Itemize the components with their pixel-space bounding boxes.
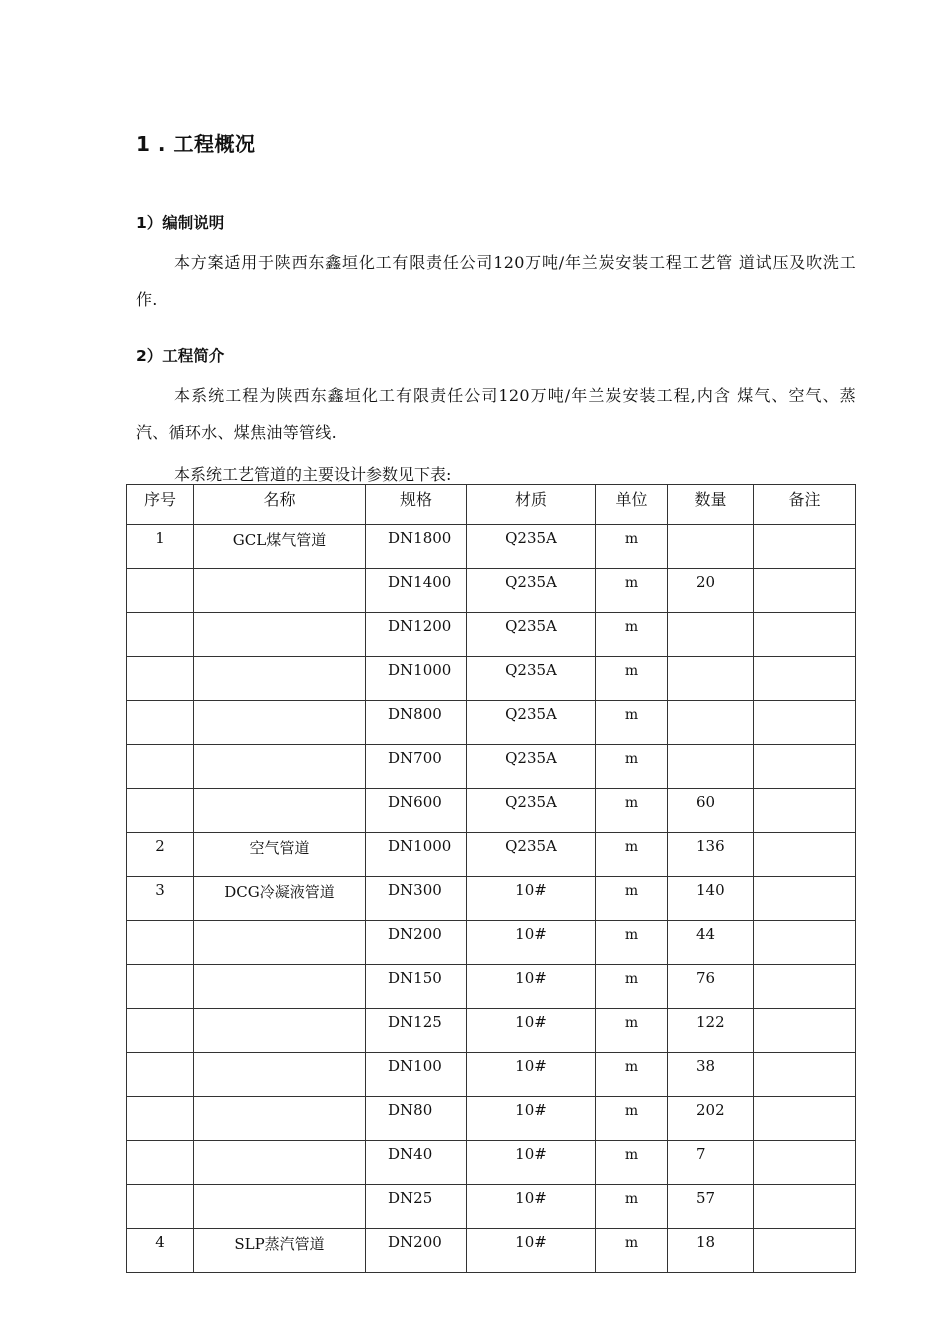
cell-spec: DN1000	[366, 657, 467, 701]
cell-remark	[754, 657, 856, 701]
cell-spec: DN100	[366, 1053, 467, 1097]
cell-index	[127, 701, 194, 745]
cell-spec: DN40	[366, 1141, 467, 1185]
cell-quantity: 136	[668, 833, 754, 877]
cell-unit: m	[596, 965, 668, 1009]
cell-index	[127, 1053, 194, 1097]
cell-material: 10#	[467, 1009, 596, 1053]
cell-quantity: 122	[668, 1009, 754, 1053]
table-row	[127, 1097, 856, 1141]
cell-name	[194, 1097, 366, 1141]
cell-remark	[754, 569, 856, 613]
table-row	[127, 1185, 856, 1229]
cell-index	[127, 921, 194, 965]
cell-unit: m	[596, 833, 668, 877]
cell-spec: DN200	[366, 1229, 467, 1273]
cell-quantity: 20	[668, 569, 754, 613]
cell-remark	[754, 877, 856, 921]
table-header-row	[127, 485, 856, 525]
cell-index: 4	[127, 1229, 194, 1273]
table-body	[127, 525, 856, 1273]
header-spec: 规格	[366, 485, 467, 525]
table-row	[127, 921, 856, 965]
cell-index: 1	[127, 525, 194, 569]
cell-index	[127, 789, 194, 833]
cell-unit: m	[596, 701, 668, 745]
cell-index	[127, 657, 194, 701]
cell-spec: DN200	[366, 921, 467, 965]
cell-material: Q235A	[467, 789, 596, 833]
cell-name	[194, 569, 366, 613]
cell-material: Q235A	[467, 657, 596, 701]
cell-unit: m	[596, 1185, 668, 1229]
cell-quantity: 57	[668, 1185, 754, 1229]
table-row	[127, 701, 856, 745]
cell-quantity: 202	[668, 1097, 754, 1141]
cell-material: 10#	[467, 1229, 596, 1273]
header-material: 材质	[467, 485, 596, 525]
cell-quantity: 140	[668, 877, 754, 921]
header-name: 名称	[194, 485, 366, 525]
cell-remark	[754, 833, 856, 877]
header-index: 序号	[127, 485, 194, 525]
cell-spec: DN700	[366, 745, 467, 789]
cell-unit: m	[596, 1229, 668, 1273]
table-row	[127, 745, 856, 789]
cell-remark	[754, 1053, 856, 1097]
cell-remark	[754, 921, 856, 965]
cell-remark	[754, 1229, 856, 1273]
table-row	[127, 613, 856, 657]
cell-quantity	[668, 525, 754, 569]
table-row	[127, 1009, 856, 1053]
cell-quantity: 38	[668, 1053, 754, 1097]
header-unit: 单位	[596, 485, 668, 525]
cell-material: 10#	[467, 1097, 596, 1141]
table-row	[127, 833, 856, 877]
cell-remark	[754, 525, 856, 569]
cell-name	[194, 1185, 366, 1229]
cell-quantity: 44	[668, 921, 754, 965]
cell-remark	[754, 701, 856, 745]
cell-material: 10#	[467, 921, 596, 965]
cell-quantity	[668, 745, 754, 789]
overview-paragraph: 本系统工程为陕西东鑫垣化工有限责任公司120万吨/年兰炭安装工程,内含 煤气、空气、蒸汽、循环水、煤焦油等管线.	[136, 386, 856, 442]
cell-remark	[754, 1009, 856, 1053]
cell-spec: DN80	[366, 1097, 467, 1141]
cell-remark	[754, 745, 856, 789]
cell-material: 10#	[467, 1053, 596, 1097]
subsection-heading-compilation: 1）编制说明	[136, 214, 225, 232]
cell-spec: DN150	[366, 965, 467, 1009]
cell-material: Q235A	[467, 613, 596, 657]
table-row	[127, 1229, 856, 1273]
cell-unit: m	[596, 1097, 668, 1141]
cell-unit: m	[596, 921, 668, 965]
cell-name	[194, 657, 366, 701]
cell-unit: m	[596, 1053, 668, 1097]
cell-quantity: 7	[668, 1141, 754, 1185]
cell-material: Q235A	[467, 833, 596, 877]
table-row	[127, 1141, 856, 1185]
cell-name	[194, 1053, 366, 1097]
table-row	[127, 877, 856, 921]
cell-material: Q235A	[467, 701, 596, 745]
cell-name	[194, 1009, 366, 1053]
cell-material: 10#	[467, 1141, 596, 1185]
cell-unit: m	[596, 789, 668, 833]
cell-name	[194, 613, 366, 657]
cell-unit: m	[596, 525, 668, 569]
cell-spec: DN300	[366, 877, 467, 921]
cell-name: GCL煤气管道	[194, 525, 366, 569]
compilation-paragraph: 本方案适用于陕西东鑫垣化工有限责任公司120万吨/年兰炭安装工程工艺管 道试压及吹洗工作.	[136, 253, 856, 309]
cell-unit: m	[596, 613, 668, 657]
cell-spec: DN1200	[366, 613, 467, 657]
cell-unit: m	[596, 569, 668, 613]
cell-remark	[754, 1097, 856, 1141]
cell-spec: DN25	[366, 1185, 467, 1229]
cell-name	[194, 965, 366, 1009]
cell-index	[127, 613, 194, 657]
cell-material: Q235A	[467, 745, 596, 789]
cell-name	[194, 1141, 366, 1185]
cell-remark	[754, 1141, 856, 1185]
cell-name: 空气管道	[194, 833, 366, 877]
header-quantity: 数量	[668, 485, 754, 525]
cell-unit: m	[596, 1009, 668, 1053]
cell-spec: DN800	[366, 701, 467, 745]
table-row	[127, 965, 856, 1009]
subsection-heading-overview: 2）工程简介	[136, 347, 225, 365]
cell-name: DCG冷凝液管道	[194, 877, 366, 921]
design-parameter-table	[126, 484, 856, 1273]
cell-index: 3	[127, 877, 194, 921]
cell-spec: DN1800	[366, 525, 467, 569]
cell-index	[127, 1097, 194, 1141]
cell-name	[194, 745, 366, 789]
cell-index	[127, 1185, 194, 1229]
cell-name	[194, 921, 366, 965]
cell-unit: m	[596, 657, 668, 701]
section-title: 1 . 工程概况	[136, 132, 256, 156]
cell-material: 10#	[467, 965, 596, 1009]
cell-remark	[754, 789, 856, 833]
cell-material: Q235A	[467, 525, 596, 569]
cell-name	[194, 701, 366, 745]
table-row	[127, 569, 856, 613]
table-intro: 本系统工艺管道的主要设计参数见下表:	[174, 465, 452, 484]
cell-spec: DN125	[366, 1009, 467, 1053]
cell-quantity	[668, 657, 754, 701]
cell-index	[127, 965, 194, 1009]
cell-spec: DN1000	[366, 833, 467, 877]
cell-material: 10#	[467, 1185, 596, 1229]
cell-unit: m	[596, 877, 668, 921]
cell-quantity: 18	[668, 1229, 754, 1273]
cell-spec: DN600	[366, 789, 467, 833]
cell-name	[194, 789, 366, 833]
cell-unit: m	[596, 745, 668, 789]
cell-index	[127, 1141, 194, 1185]
cell-unit: m	[596, 1141, 668, 1185]
table-row	[127, 525, 856, 569]
table-row	[127, 1053, 856, 1097]
cell-spec: DN1400	[366, 569, 467, 613]
header-remark: 备注	[754, 485, 856, 525]
cell-remark	[754, 1185, 856, 1229]
table-row	[127, 789, 856, 833]
cell-index	[127, 569, 194, 613]
cell-material: 10#	[467, 877, 596, 921]
cell-quantity	[668, 701, 754, 745]
cell-remark	[754, 613, 856, 657]
cell-index: 2	[127, 833, 194, 877]
cell-name: SLP蒸汽管道	[194, 1229, 366, 1273]
cell-quantity	[668, 613, 754, 657]
cell-material: Q235A	[467, 569, 596, 613]
cell-quantity: 76	[668, 965, 754, 1009]
cell-index	[127, 1009, 194, 1053]
cell-index	[127, 745, 194, 789]
cell-remark	[754, 965, 856, 1009]
cell-quantity: 60	[668, 789, 754, 833]
table-row	[127, 657, 856, 701]
